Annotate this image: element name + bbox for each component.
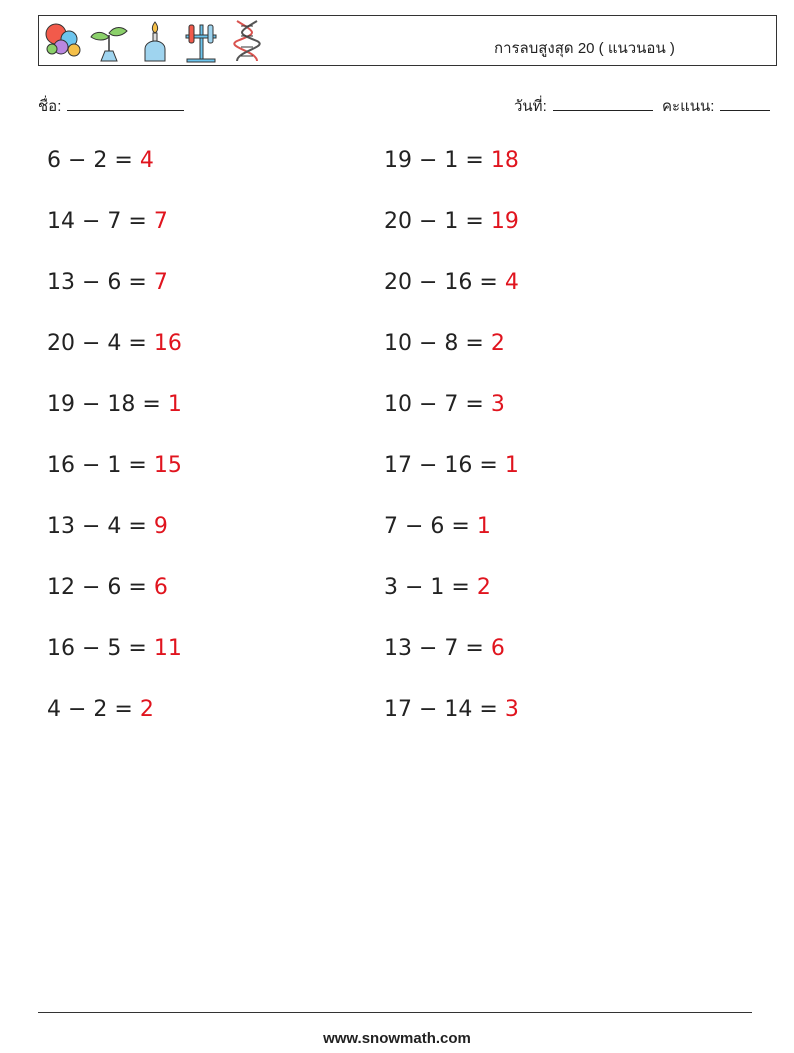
score-blank[interactable] <box>720 98 770 111</box>
problem-question: 10 − 8 = <box>384 331 491 356</box>
problem-answer: 2 <box>139 697 154 722</box>
problem-answer: 4 <box>139 148 154 173</box>
problem-question: 17 − 16 = <box>384 453 505 478</box>
problem-item <box>47 392 182 417</box>
problem-question: 14 − 7 = <box>47 209 154 234</box>
problem-answer: 15 <box>153 453 182 478</box>
alcohol-burner-icon <box>135 19 175 63</box>
problem-question: 16 − 5 = <box>47 636 154 661</box>
test-tube-rack-icon <box>181 19 221 63</box>
dna-icon <box>227 19 267 63</box>
problem-question: 13 − 4 = <box>47 514 154 539</box>
problem-answer: 6 <box>490 636 505 661</box>
score-field <box>662 94 770 118</box>
problem-item <box>384 514 491 539</box>
plant-seedling-icon <box>89 19 129 63</box>
problem-item <box>47 453 182 478</box>
problem-answer: 1 <box>476 514 491 539</box>
problem-answer: 7 <box>153 270 168 295</box>
problem-question: 20 − 1 = <box>384 209 491 234</box>
problem-question: 10 − 7 = <box>384 392 491 417</box>
problem-item <box>384 575 491 600</box>
problem-answer: 2 <box>476 575 491 600</box>
date-label: วันที่: <box>514 98 547 115</box>
problem-question: 7 − 6 = <box>384 514 477 539</box>
problem-question: 12 − 6 = <box>47 575 154 600</box>
name-blank[interactable] <box>67 98 184 111</box>
problem-answer: 6 <box>153 575 168 600</box>
worksheet-title: การลบสูงสุด 20 ( แนวนอน ) <box>494 40 675 57</box>
date-blank[interactable] <box>553 98 653 111</box>
balloons-icon <box>43 19 83 63</box>
problem-answer: 3 <box>490 392 505 417</box>
problem-answer: 18 <box>490 148 519 173</box>
problem-question: 16 − 1 = <box>47 453 154 478</box>
problem-item <box>384 392 505 417</box>
problem-answer: 16 <box>153 331 182 356</box>
problem-question: 20 − 16 = <box>384 270 505 295</box>
problem-item <box>384 697 519 722</box>
problem-answer: 11 <box>153 636 182 661</box>
footer-site: www.snowmath.com <box>323 1030 471 1047</box>
problem-item <box>384 636 505 661</box>
problem-item <box>47 636 182 661</box>
problem-answer: 4 <box>504 270 519 295</box>
problem-question: 13 − 7 = <box>384 636 491 661</box>
problem-question: 3 − 1 = <box>384 575 477 600</box>
problem-answer: 3 <box>504 697 519 722</box>
problem-item <box>47 148 154 173</box>
date-field <box>514 94 653 118</box>
problem-answer: 19 <box>490 209 519 234</box>
problem-item <box>384 148 519 173</box>
problem-item <box>384 270 519 295</box>
problem-question: 20 − 4 = <box>47 331 154 356</box>
problem-item <box>384 209 519 234</box>
problem-answer: 9 <box>153 514 168 539</box>
problem-answer: 7 <box>153 209 168 234</box>
problem-answer: 2 <box>490 331 505 356</box>
problem-item <box>47 697 154 722</box>
problem-answer: 1 <box>167 392 182 417</box>
problem-item <box>384 331 505 356</box>
problem-question: 4 − 2 = <box>47 697 140 722</box>
problem-item <box>47 514 168 539</box>
problem-question: 17 − 14 = <box>384 697 505 722</box>
problem-item <box>47 270 168 295</box>
worksheet-header <box>38 15 777 66</box>
footer-divider <box>38 1012 752 1013</box>
problem-question: 19 − 1 = <box>384 148 491 173</box>
problem-answer: 1 <box>504 453 519 478</box>
name-label: ชื่อ: <box>38 98 62 115</box>
problem-question: 6 − 2 = <box>47 148 140 173</box>
name-field <box>38 94 184 118</box>
problem-item <box>47 331 182 356</box>
problem-item <box>384 453 519 478</box>
problem-item <box>47 575 168 600</box>
problem-item <box>47 209 168 234</box>
score-label: คะแนน: <box>662 98 715 115</box>
problem-question: 19 − 18 = <box>47 392 168 417</box>
problem-question: 13 − 6 = <box>47 270 154 295</box>
header-icons <box>43 19 267 63</box>
